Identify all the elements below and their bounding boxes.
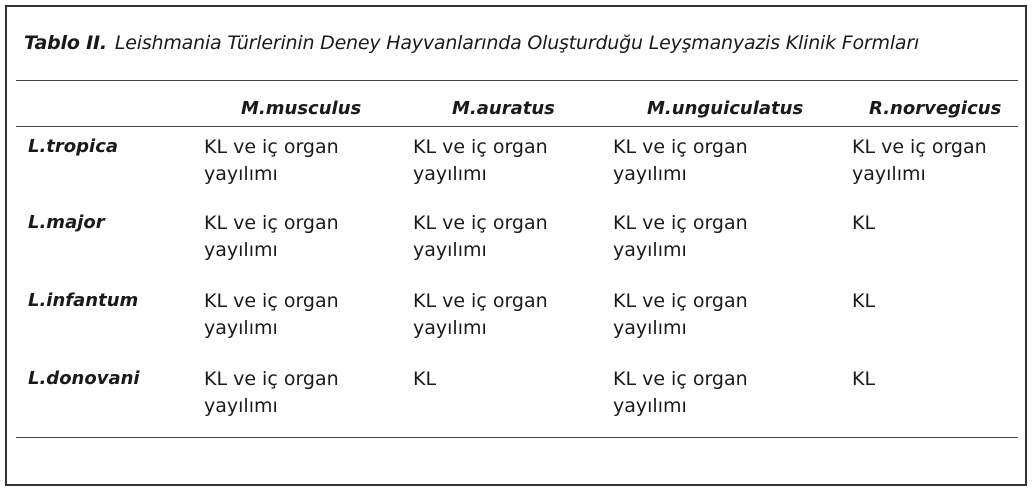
top-rule [16,80,1018,81]
column-header-m-musculus: M.musculus [241,98,362,119]
caption-label: Tablo II. [24,32,107,54]
table-cell: KL ve iç organ yayılımı [413,290,548,339]
table-cell: KL ve iç organ yayılımı [204,368,339,417]
table-cell: KL ve iç organ yayılımı [613,136,748,185]
table-cell: KL [852,212,876,234]
table-cell: KL ve iç organ yayılımı [204,290,339,339]
column-header-m-auratus: M.auratus [452,98,555,119]
table-cell: KL ve iç organ yayılımı [413,212,548,261]
table-cell: KL [852,290,876,312]
row-header-l-donovani: L.donovani [28,368,140,389]
row-header-l-tropica: L.tropica [28,136,119,157]
table-caption [24,32,919,54]
row-header-l-major: L.major [28,212,105,233]
bottom-rule [16,437,1018,438]
table-cell: KL ve iç organ yayılımı [413,136,548,185]
table-cell: KL ve iç organ yayılımı [204,212,339,261]
column-header-r-norvegicus: R.norvegicus [869,98,1002,119]
table-cell: KL ve iç organ yayılımı [852,136,987,185]
header-rule [16,126,1018,127]
table-cell: KL [852,368,876,390]
table-cell: KL [413,368,437,390]
table-cell: KL ve iç organ yayılımı [204,136,339,185]
table-cell: KL ve iç organ yayılımı [613,212,748,261]
caption-title: Leishmania Türlerinin Deney Hayvanlarında Oluşturduğu Leyşmanyazis Klinik Formları [114,32,920,54]
table-cell: KL ve iç organ yayılımı [613,368,748,417]
column-header-m-unguiculatus: M.unguiculatus [647,98,804,119]
row-header-l-infantum: L.infantum [28,290,139,311]
table-cell: KL ve iç organ yayılımı [613,290,748,339]
